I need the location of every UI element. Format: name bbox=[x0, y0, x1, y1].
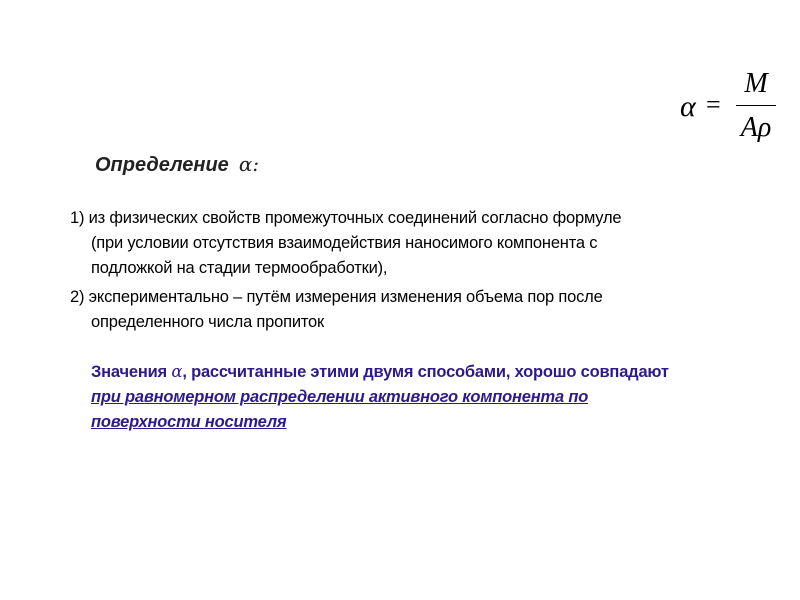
note-prefix: Значения bbox=[91, 363, 172, 381]
method-1-line-1: 1) из физических свойств промежуточных соединений согласно формуле bbox=[70, 209, 622, 227]
note-line-1 bbox=[91, 359, 731, 385]
method-2-line-1: 2) экспериментально – путём измерения изменения объема пор после bbox=[70, 288, 603, 306]
formula-equals: = bbox=[706, 90, 721, 119]
note-emphasis-line-2: поверхности носителя bbox=[91, 413, 287, 431]
alpha-formula bbox=[680, 68, 780, 148]
list-item bbox=[70, 206, 730, 281]
list-item bbox=[70, 285, 730, 335]
method-1-line-3: подложкой на стадии термообработки), bbox=[91, 259, 388, 277]
formula-fraction-bar bbox=[736, 105, 776, 106]
heading-alpha-symbol: α: bbox=[238, 152, 260, 176]
heading-label: Определение bbox=[95, 154, 229, 176]
formula-denominator: Aρ bbox=[740, 112, 772, 143]
formula-lhs: α bbox=[680, 90, 696, 123]
method-2-line-2: определенного числа пропиток bbox=[91, 313, 325, 331]
section-heading bbox=[95, 152, 259, 177]
formula-numerator: M bbox=[744, 68, 768, 99]
note-suffix: , рассчитанные этими двумя способами, хорошо совпадают bbox=[182, 363, 669, 381]
conclusion-note bbox=[91, 359, 731, 435]
note-alpha-symbol: α bbox=[171, 362, 183, 381]
note-emphasis-line-1: при равномерном распределении активного компонента по bbox=[91, 388, 589, 406]
method-1-line-2: (при условии отсутствия взаимодействия наносимого компонента с bbox=[91, 234, 598, 252]
methods-list bbox=[70, 206, 730, 339]
